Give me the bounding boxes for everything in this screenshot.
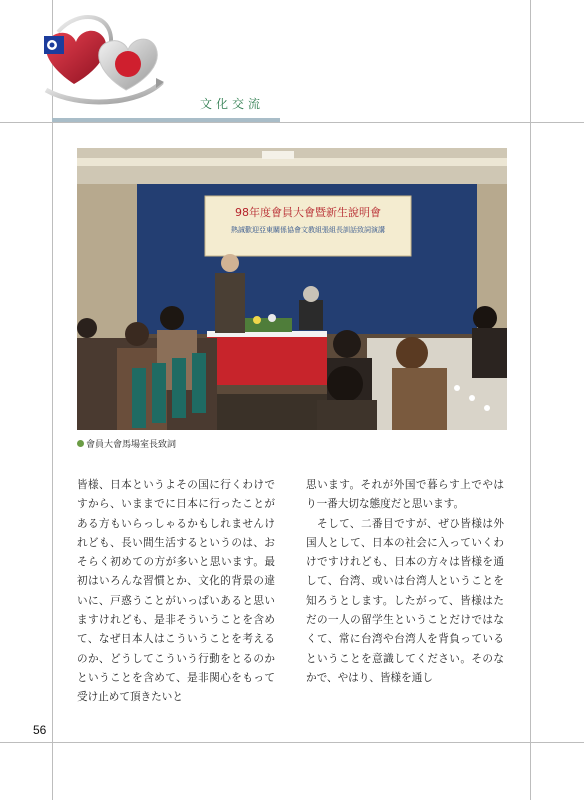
section-underline (52, 118, 280, 122)
bullet-icon (77, 440, 84, 447)
guide-line-top (0, 122, 584, 123)
section-title: 文化交流 (200, 97, 265, 111)
meeting-photo (77, 148, 507, 430)
body-column-left (77, 476, 275, 708)
banner-subtitle: 熱誠歡迎亞東關係協會文教組張組長訓話致詞演講 (231, 226, 385, 234)
page-number: 56 (33, 723, 47, 737)
body-paragraph: そして、二番目ですが、ぜひ皆様は外国人として、日本の社会に入っていくわけですけれども、日本の方々は皆様を通して、台湾、或いは台湾人ということを知ろうとします。したがって、皆様はただの一人の留学生ということだけではなくて、常に台湾や台湾人を背負っているということを意識してください。そのなかで、やはり、皆様を通し (306, 517, 504, 684)
guide-line-bottom (0, 742, 584, 743)
photo-caption (77, 437, 176, 450)
caption-text: 會員大會馬場室長致詞 (86, 440, 177, 450)
culture-exchange-logo (38, 12, 168, 107)
guide-line-right (530, 0, 531, 800)
body-paragraph: 皆様、日本というよその国に行くわけですから、いままでに日本に行ったことがある方もいらっしゃるかもしれませんけれども、長い間生活するというのは、おそらく初めての方が多いと思います。最初はいろんな習慣とか、文化的背景の違いに、戸惑うことがいっぱいあると思いますけれども、是非そういうことを含めて、なぜ日本人はこういうことを考えるのか、どうしてこういう行動をとるのかということを含めて、是非関心をもって受け止めて頂きたいと (77, 479, 275, 704)
body-paragraph: 思います。それが外国で暮らす上でやはり一番大切な態度だと思います。 (306, 479, 504, 511)
banner-title: 98年度會員大會暨新生說明會 (235, 206, 381, 219)
body-column-right (306, 476, 504, 688)
